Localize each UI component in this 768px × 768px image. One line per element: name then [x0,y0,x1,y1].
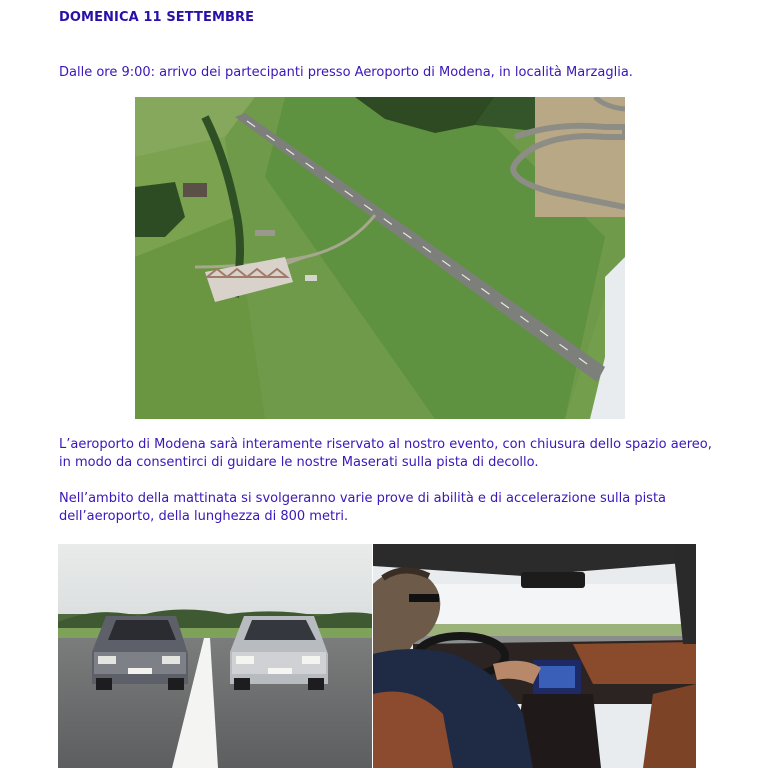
driver-in-car-interior-photo [373,544,696,768]
aerial-airport-photo [135,97,625,419]
page-heading: DOMENICA 11 SETTEMBRE [59,10,255,25]
airport-reserved-paragraph: L’aeroporto di Modena sarà interamente riservato al nostro evento, con chiusura dello spazio aereo, in modo da consentirci di guidare le nostre Maserati sulla pista di decollo. [59,437,712,470]
tests-paragraph: Nell’ambito della mattinata si svolgeranno varie prove di abilità e di accelerazione sulla pista dell’aeroporto, della lunghezza di 800 metri. [59,491,667,524]
arrival-paragraph: Dalle ore 9:00: arrivo dei partecipanti presso Aeroporto di Modena, in località Marzaglia. [59,65,633,80]
two-maserati-cars-on-runway-photo [58,544,372,768]
